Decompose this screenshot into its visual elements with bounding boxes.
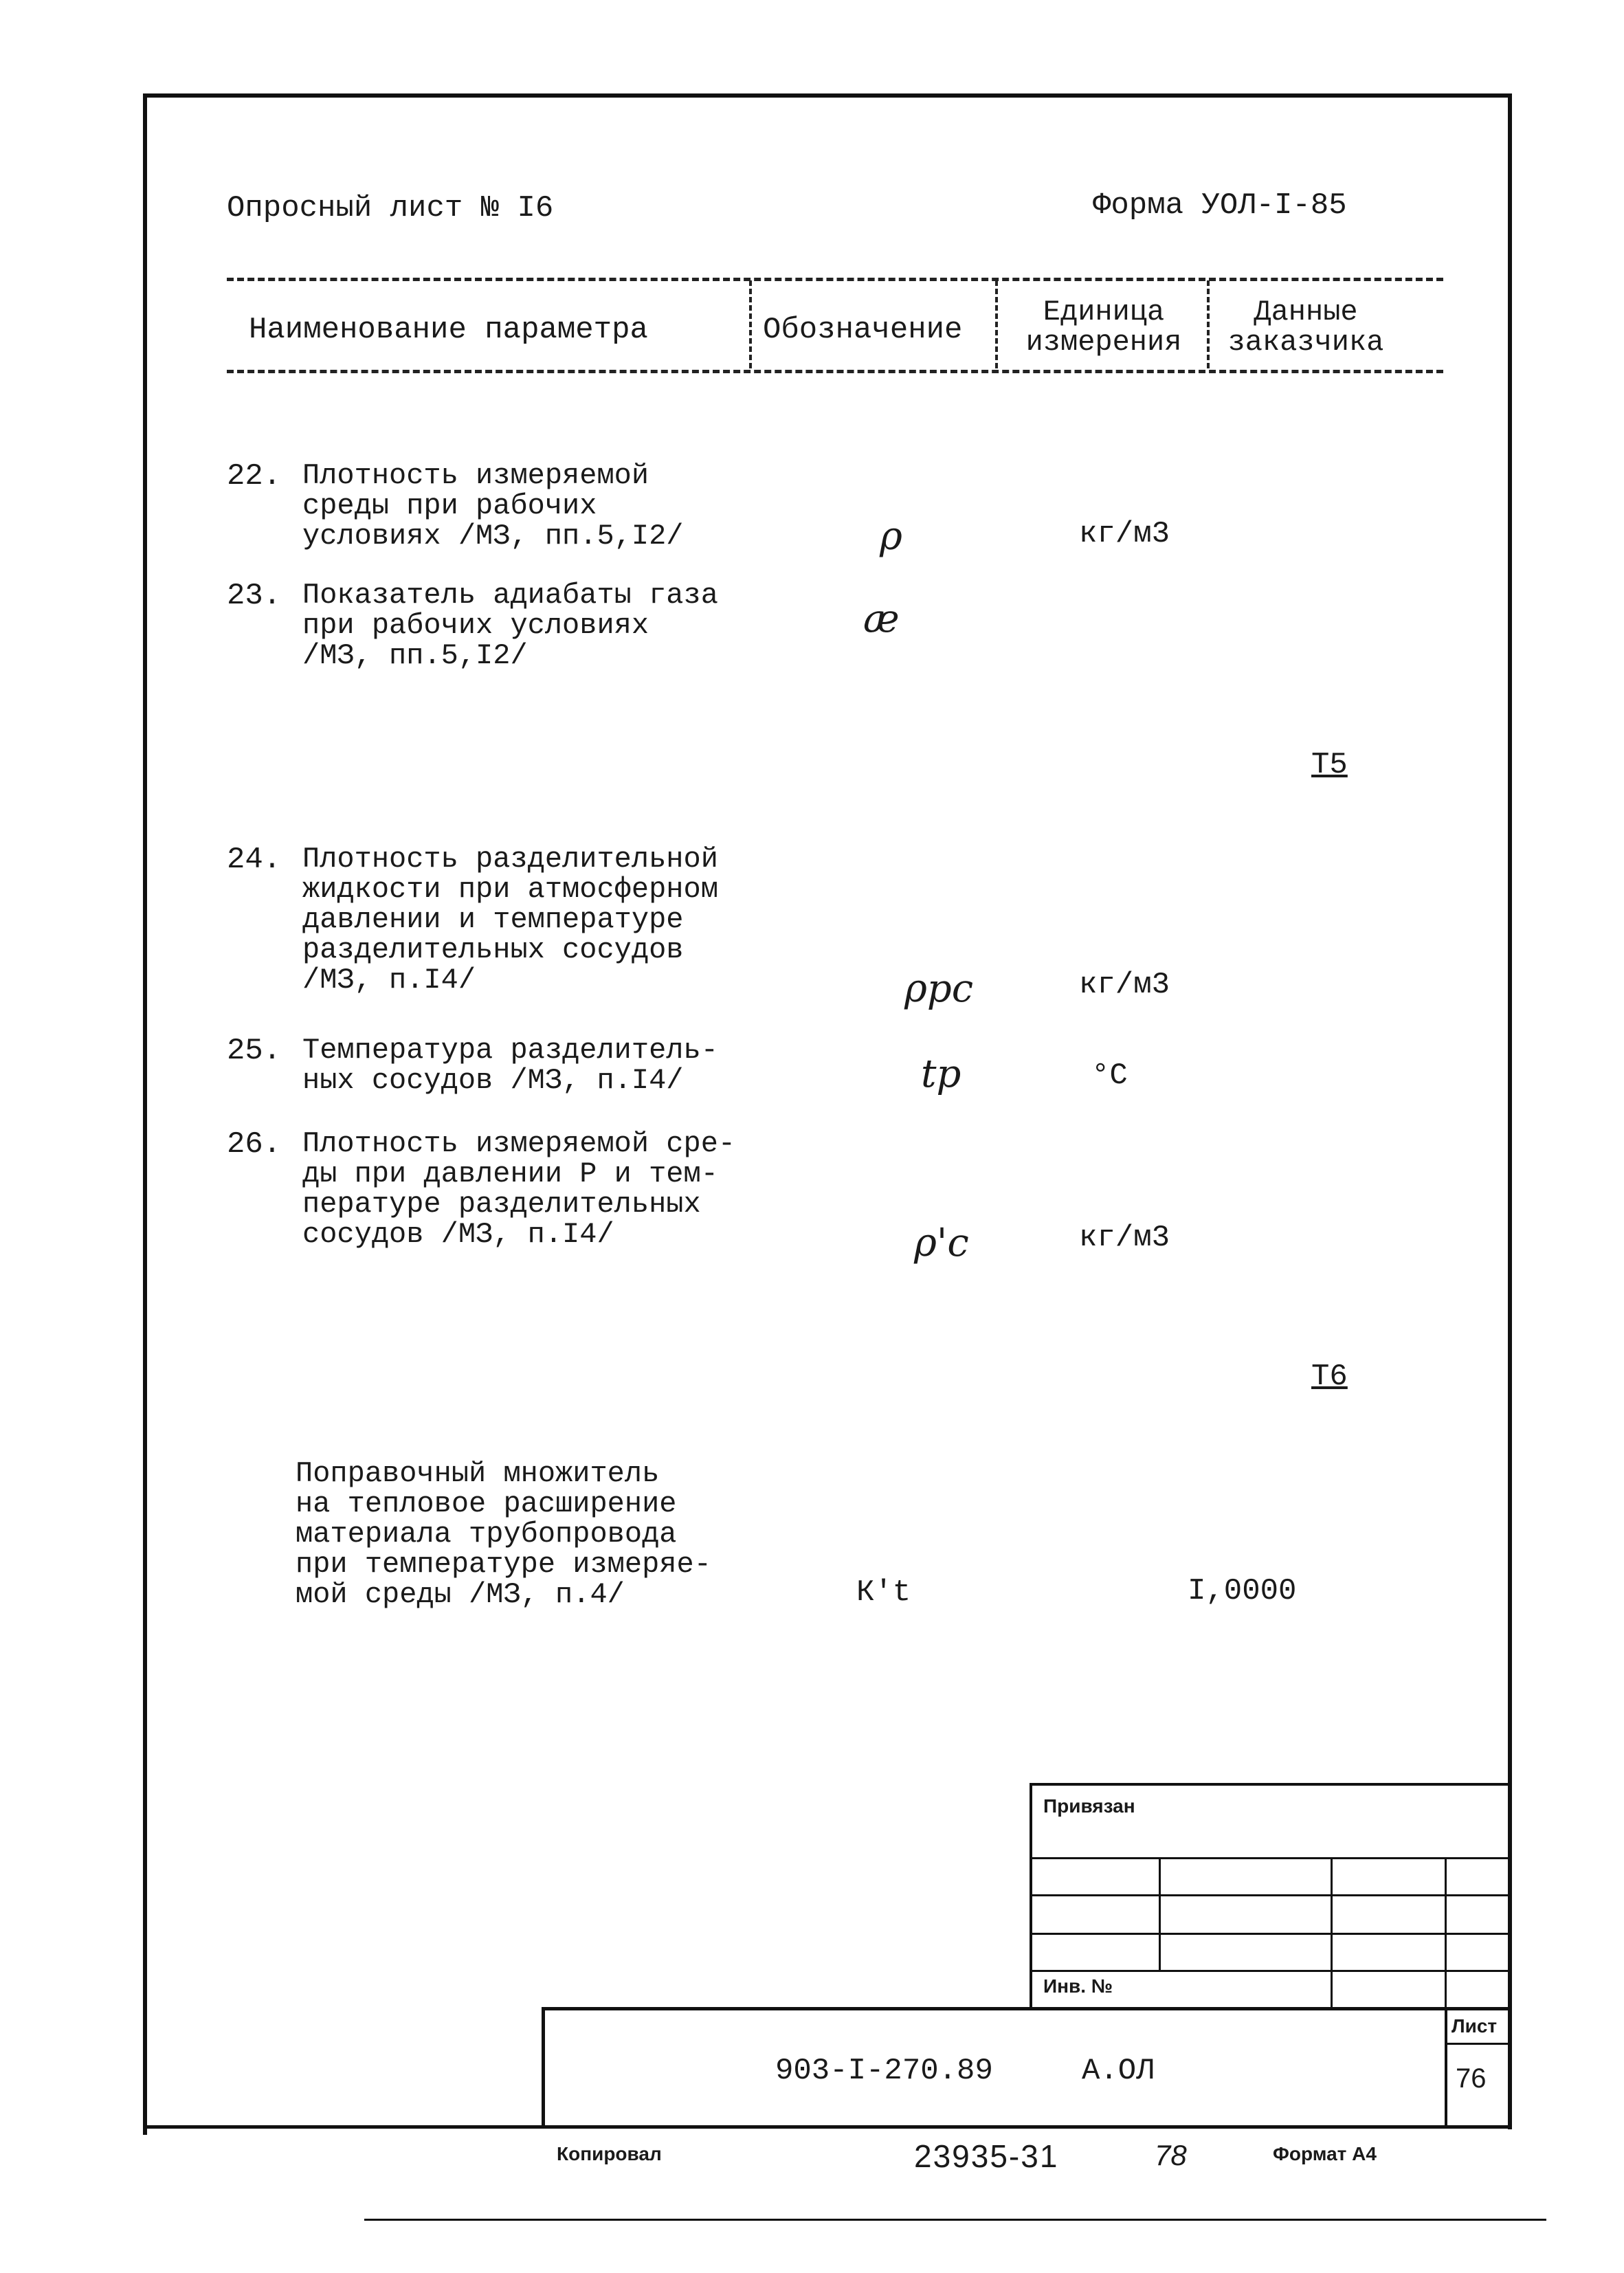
frame-bottom (143, 2125, 1512, 2129)
frame-right (1508, 93, 1512, 2129)
form-code: Форма УОЛ-I-85 (1093, 188, 1347, 223)
stamp-row-line (1030, 1857, 1511, 1859)
stamp-col-line (1331, 1857, 1333, 2008)
stamp-col-line (1445, 1857, 1447, 2008)
sheet-title: Опросный лист № I6 (227, 191, 554, 225)
document-suffix: А.ОЛ (1082, 2054, 1155, 2088)
stamp-row-line (1030, 1970, 1511, 1972)
paper-format-label: Формат А4 (1273, 2143, 1377, 2164)
sheet-label: Лист (1451, 2015, 1498, 2037)
order-number: 23935-31 (914, 2138, 1059, 2174)
marker-t6: Т6 (1311, 1360, 1348, 1394)
row-unit: кг/м3 (1079, 517, 1170, 551)
sheet-cell-left (1445, 2007, 1447, 2128)
row-symbol: ρ (880, 514, 902, 559)
document-code: 903-I-270.89 (775, 2054, 993, 2088)
row-text: Плотность разделительной жидкости при атмосферном давлении и температуре разделительных сосудов /МЗ, п.I4/ (302, 843, 718, 997)
page-number: 78 (1155, 2139, 1187, 2171)
sheet-number: 76 (1456, 2063, 1487, 2094)
title-block-top (542, 2007, 1511, 2010)
column-header-symbol: Обозначение (763, 313, 963, 347)
correction-text: Поправочный множитель на тепловое расширение материала трубопровода при температуре измеряе- мой среды /МЗ, п.4/ (296, 1457, 711, 1611)
row-unit: кг/м3 (1079, 968, 1170, 1002)
row-text: Температура разделитель- ных сосудов /МЗ, п.I4/ (302, 1034, 718, 1097)
row-text: Плотность измеряемой сре- ды при давлении Р и тем- пературе разделительных сосудов /МЗ, п.I4/ (302, 1127, 736, 1251)
row-symbol: ρ'с (914, 1221, 969, 1265)
table-header-divider-3 (1207, 280, 1210, 368)
row-unit: °С (1091, 1058, 1128, 1093)
sheet-cell-divider (1445, 2043, 1511, 2045)
table-header-bottom-rule (227, 370, 1443, 373)
row-number: 25. (227, 1034, 282, 1068)
row-symbol: tр (921, 1052, 961, 1096)
row-number: 23. (227, 579, 282, 613)
copied-by-label: Копировал (557, 2143, 662, 2164)
stamp-row-line (1030, 1894, 1511, 1896)
column-header-customer-data: Данные заказчика (1227, 296, 1384, 359)
stamp-top-border (1030, 1783, 1511, 1786)
correction-value: I,0000 (1188, 1574, 1297, 1608)
table-header-divider-2 (995, 280, 998, 368)
row-number: 24. (227, 843, 282, 877)
marker-t5: Т5 (1311, 748, 1348, 782)
row-text: Плотность измеряемой среды при рабочих условиях /МЗ, пп.5,I2/ (302, 459, 684, 553)
column-header-parameter: Наименование параметра (249, 313, 648, 347)
frame-top (143, 93, 1512, 98)
stamp-col-line (1159, 1857, 1161, 1970)
row-symbol: æ (863, 597, 900, 641)
column-header-unit: Единица измерения (1025, 296, 1182, 359)
correction-symbol: К't (856, 1575, 911, 1610)
inventory-number-label: Инв. № (1043, 1975, 1113, 1997)
row-text: Показатель адиабаты газа при рабочих условиях /МЗ, пп.5,I2/ (302, 579, 718, 672)
row-number: 22. (227, 459, 282, 494)
attached-label: Привязан (1043, 1795, 1135, 1817)
stamp-row-line (1030, 1933, 1511, 1935)
row-number: 26. (227, 1127, 282, 1162)
row-unit: кг/м3 (1079, 1221, 1170, 1255)
frame-left (143, 93, 147, 2135)
row-symbol: ρрс (904, 966, 974, 1011)
title-block-left (542, 2007, 545, 2128)
table-header-divider-1 (749, 280, 752, 368)
page-bottom-rule (364, 2219, 1546, 2221)
stamp-left-border (1030, 1783, 1032, 2010)
table-header-top-rule (227, 278, 1443, 281)
